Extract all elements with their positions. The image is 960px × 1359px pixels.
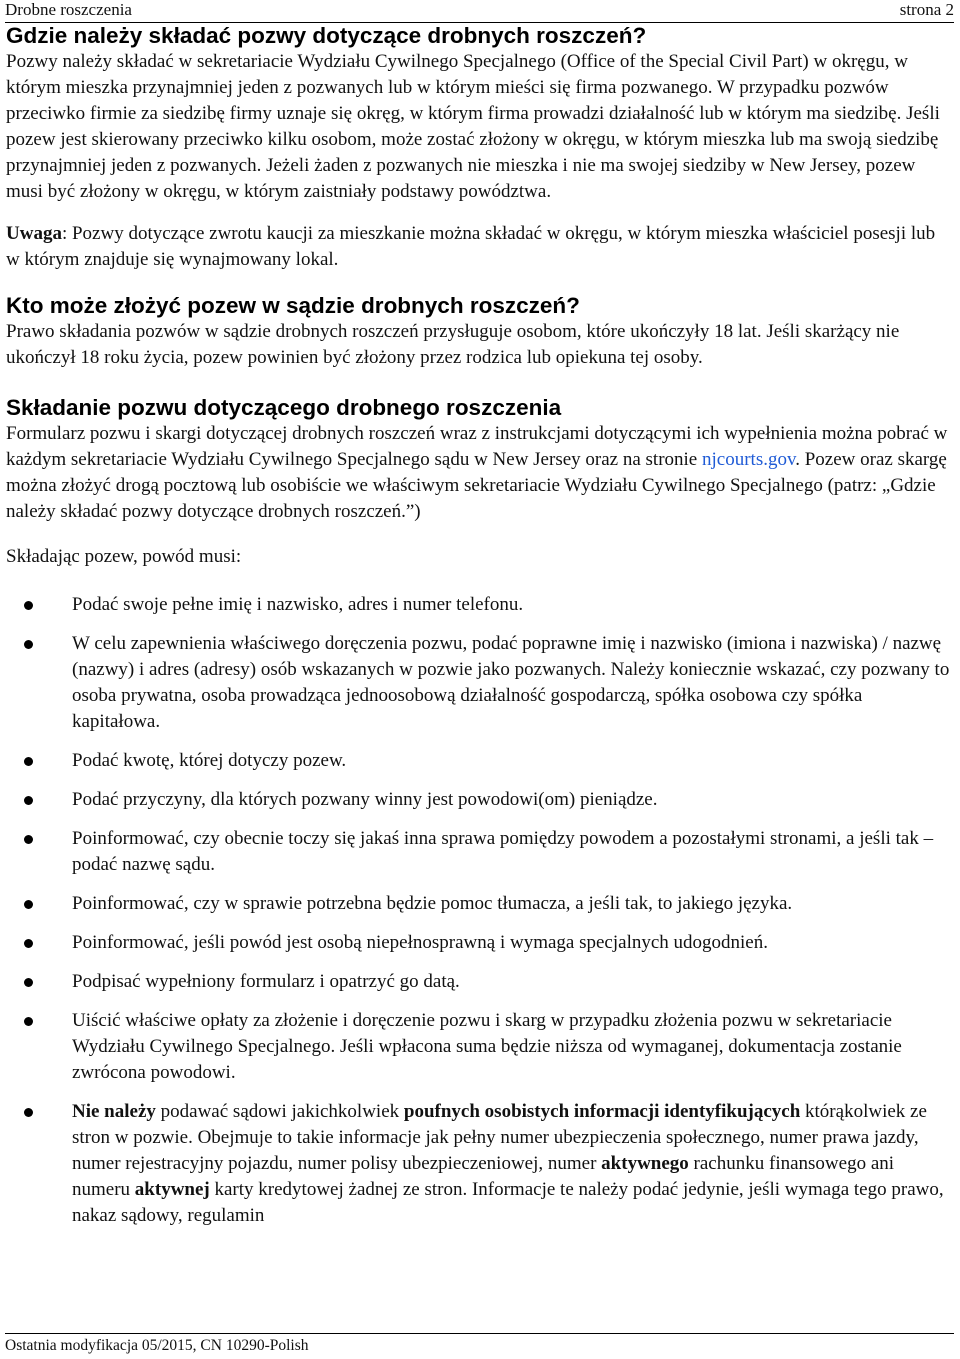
list-item bbox=[6, 826, 952, 878]
footer-revision: Ostatnia modyfikacja 05/2015, CN 10290-Polish bbox=[5, 1337, 309, 1354]
list-item-text: Podać kwotę, której dotyczy pozew. bbox=[72, 750, 347, 771]
bullet-icon bbox=[24, 939, 33, 948]
bullet-icon bbox=[24, 601, 33, 610]
bold-active-card: aktywnej bbox=[134, 1179, 210, 1200]
note-paragraph bbox=[6, 221, 952, 273]
requirements-list bbox=[6, 592, 952, 1229]
filing-text-b: . Pozew oraz skargę można złożyć drogą pocztową lub osobiście we właściwym sekretariacie Wydziału Cywilnego Specjalnego (patrz: „Gdzie należy składać pozwy dotyczące drobnych roszczeń.”) bbox=[6, 449, 947, 522]
bold-confidential-info: poufnych osobistych informacji identyfikujących bbox=[403, 1101, 801, 1122]
list-item-text: Podać przyczyny, dla których pozwany winny jest powodowi(om) pieniądze. bbox=[72, 789, 658, 810]
filing-text-a: Formularz pozwu i skargi dotyczącej drobnych roszczeń wraz z instrukcjami dotyczącymi ich wypełnienia można pobrać w każdym sekretariacie Wydziału Cywilnego Specjalnego sądu w New Jersey oraz na stronie bbox=[6, 423, 948, 470]
item-text-2: którąkolwiek ze stron w pozwie. Obejmuje to takie informacje jak pełny numer ubezpieczenia społecznego, numer prawa jazdy, numer rejestracyjny pojazdu, numer polisy ubezpieczeniowej, numer bbox=[72, 1101, 927, 1174]
where-sentence-3: Jeśli pozew jest skierowany przeciwko kilku osobom, może zostać złożony w okręgu, w którym mieszka lub ma swoją siedzibę przynajmniej jeden z pozwanych. bbox=[6, 103, 940, 176]
where-sentence-2: W przypadku pozwów przeciwko firmie za siedzibę firmy uznaje się okręg, w którym firma prowadzi działalność lub w którym ma siedzibę. bbox=[6, 77, 902, 124]
bullet-icon bbox=[24, 640, 33, 649]
heading-where-to-file: Gdzie należy składać pozwy dotyczące drobnych roszczeń? bbox=[6, 23, 647, 48]
where-sentence-1: Pozwy należy składać w sekretariacie Wydziału Cywilnego Specjalnego (Office of the Special Civil Part) w okręgu, w którym mieszka przynajmniej jeden z pozwanych lub w którym mieści się firma pozwanego. bbox=[6, 51, 908, 98]
bullet-icon bbox=[24, 757, 33, 766]
list-item bbox=[6, 891, 952, 917]
list-item bbox=[6, 592, 952, 618]
list-item-text: Poinformować, czy obecnie toczy się jakaś inna sprawa pomiędzy powodem a pozostałymi stronami, a jeśli tak – podać nazwę sądu. bbox=[72, 828, 934, 875]
heading-filing-claim: Składanie pozwu dotyczącego drobnego roszczenia bbox=[6, 395, 562, 420]
paragraph-who-can-file: Prawo składania pozwów w sądzie drobnych roszczeń przysługuje osobom, które ukończyły 18 lat. Jeśli skarżący nie ukończył 18 roku życia, pozew powinien być złożony przez rodzica lub opiekuna tej osoby. bbox=[6, 321, 900, 368]
header-title: Drobne roszczenia bbox=[5, 0, 132, 19]
list-item bbox=[6, 1008, 952, 1086]
item-text-3: rachunku finansowego ani numeru bbox=[72, 1153, 895, 1200]
list-item bbox=[6, 930, 952, 956]
list-item-text: Poinformować, jeśli powód jest osobą niepełnosprawną i wymaga specjalnych udogodnień. bbox=[72, 932, 768, 953]
page-number: strona 2 bbox=[899, 0, 954, 19]
list-item bbox=[6, 748, 952, 774]
list-item bbox=[6, 787, 952, 813]
note-label: Uwaga bbox=[6, 223, 62, 244]
item-text-1: podawać sądowi jakichkolwiek bbox=[155, 1101, 404, 1122]
note-text: : Pozwy dotyczące zwrotu kaucji za mieszkanie można składać w okręgu, w którym mieszka właściciel posesji lub w którym znajduje się wynajmowany lokal. bbox=[6, 223, 936, 270]
list-item bbox=[6, 969, 952, 995]
bullet-icon bbox=[24, 1108, 33, 1117]
list-item bbox=[6, 631, 952, 735]
running-footer bbox=[5, 1333, 954, 1359]
bullet-icon bbox=[24, 900, 33, 909]
njcourts-link[interactable]: njcourts.gov bbox=[702, 449, 796, 470]
bullet-icon bbox=[24, 978, 33, 987]
where-sentence-4: Jeżeli żaden z pozwanych nie mieszka i nie ma swojej siedziby w New Jersey, pozew musi być złożony w okręgu, w którym zaistniały podstawy powództwa. bbox=[6, 155, 916, 202]
page-content bbox=[6, 22, 952, 1229]
item-text-4: karty kredytowej żadnej ze stron. Informacje te należy podać jedynie, jeśli wymaga tego prawo, nakaz sądowy, regulamin bbox=[72, 1179, 944, 1226]
paragraph-filing-claim bbox=[6, 421, 952, 525]
list-item-text: Poinformować, czy w sprawie potrzebna będzie pomoc tłumacza, a jeśli tak, to jakiego języka. bbox=[72, 893, 793, 914]
bold-active-account: aktywnego bbox=[601, 1153, 689, 1174]
requirements-intro: Składając pozew, powód musi: bbox=[6, 546, 242, 567]
list-item-text: W celu zapewnienia właściwego doręczenia pozwu, podać poprawne imię i nazwisko (imiona i nazwiska) / nazwę (nazwy) i adres (adresy) osób wskazanych w pozwie jako pozwanych. Należy koniecznie wskazać, czy pozwany to osoba prywatna, osoba prowadząca jednoosobową działalność gospodarczą, spółka osobowa czy spółka kapitałowa. bbox=[72, 633, 950, 732]
list-item-text: Podać swoje pełne imię i nazwisko, adres i numer telefonu. bbox=[72, 594, 524, 615]
bullet-icon bbox=[24, 1017, 33, 1026]
list-item bbox=[6, 1099, 952, 1229]
list-item-text: Uiścić właściwe opłaty za złożenie i doręczenie pozwu i skarg w przypadku złożenia pozwu w sekretariacie Wydziału Cywilnego Specjalnego. Jeśli wpłacona suma będzie niższa od wymaganej, dokumentacja zostanie zwrócona powodowi. bbox=[72, 1010, 902, 1083]
heading-who-can-file: Kto może złożyć pozew w sądzie drobnych roszczeń? bbox=[6, 293, 580, 318]
bullet-icon bbox=[24, 796, 33, 805]
bold-do-not: Nie należy bbox=[72, 1101, 156, 1122]
list-item-text: Podpisać wypełniony formularz i opatrzyć go datą. bbox=[72, 971, 460, 992]
running-header bbox=[5, 0, 954, 23]
bullet-icon bbox=[24, 835, 33, 844]
paragraph-where-to-file bbox=[6, 49, 952, 205]
